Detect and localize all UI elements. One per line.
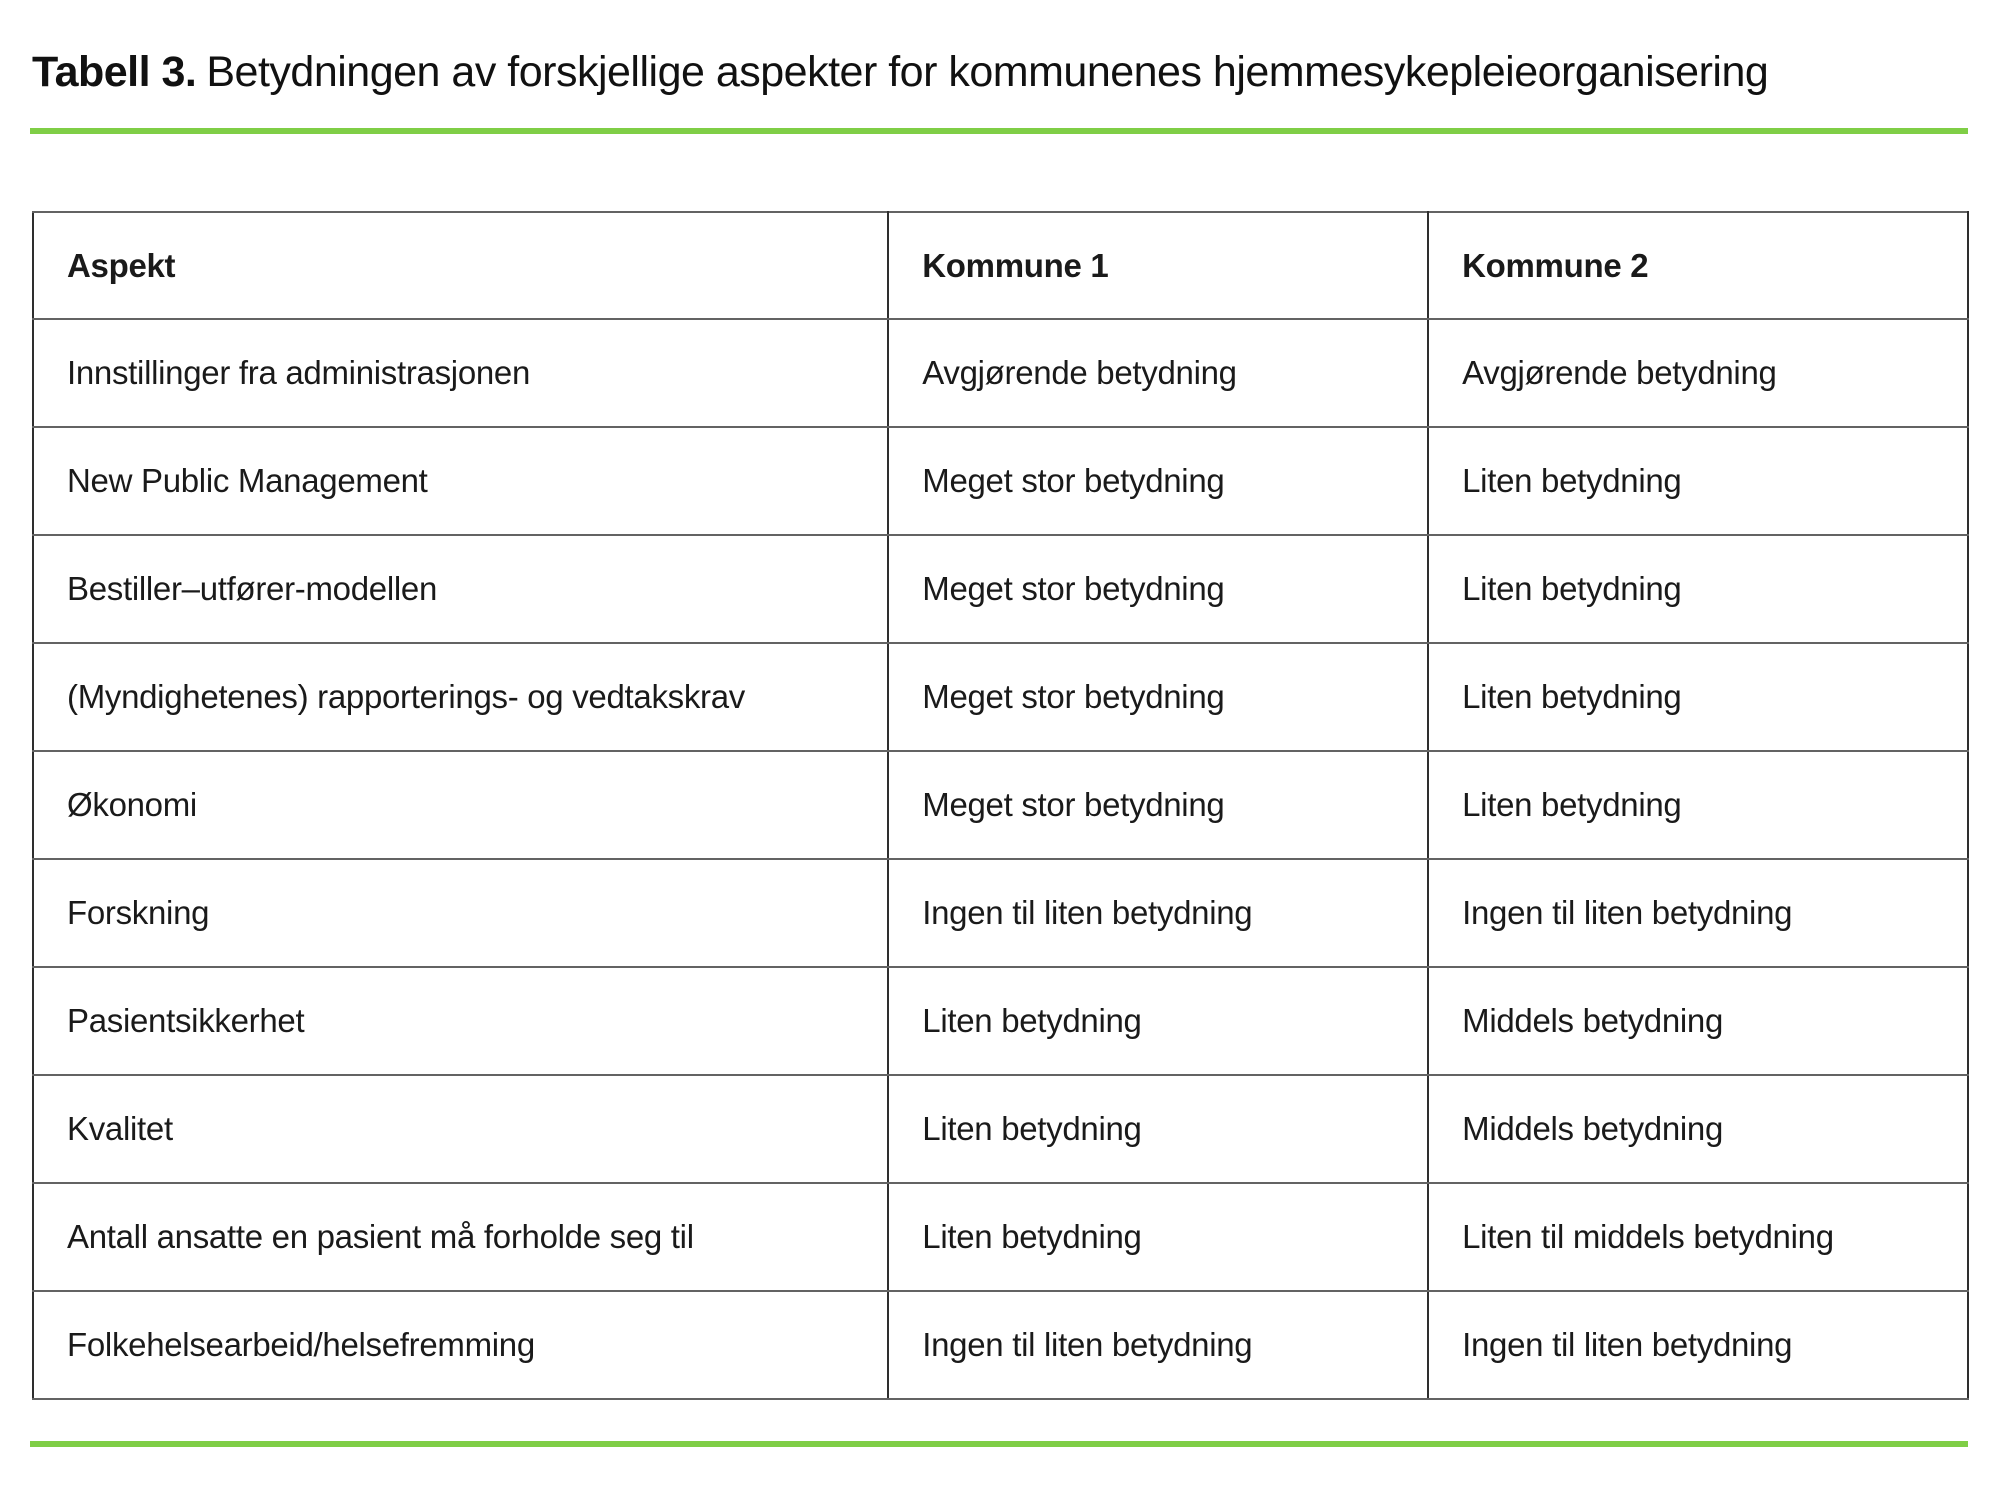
table-row: [33, 643, 1968, 751]
header-row: [33, 212, 1968, 319]
kommune-1-value-cell: Ingen til liten betydning: [888, 859, 1428, 967]
table-row: [33, 1183, 1968, 1291]
kommune-2-value-cell: Ingen til liten betydning: [1428, 859, 1968, 967]
kommune-2-value-cell: Avgjørende betydning: [1428, 319, 1968, 427]
aspect-cell: New Public Management: [33, 427, 888, 535]
aspect-cell: Kvalitet: [33, 1075, 888, 1183]
kommune-1-value-cell: Meget stor betydning: [888, 751, 1428, 859]
table-row: [33, 427, 1968, 535]
kommune-1-value-cell: Ingen til liten betydning: [888, 1291, 1428, 1399]
aspect-cell: Folkehelsearbeid/helsefremming: [33, 1291, 888, 1399]
kommune-1-value-cell: Avgjørende betydning: [888, 319, 1428, 427]
aspects-table: [32, 211, 1969, 1400]
kommune-2-value-cell: Middels betydning: [1428, 1075, 1968, 1183]
kommune-2-value-cell: Liten til middels betydning: [1428, 1183, 1968, 1291]
kommune-1-value-cell: Liten betydning: [888, 967, 1428, 1075]
table-body: [33, 319, 1968, 1399]
table-title-label: Tabell 3.: [32, 48, 197, 96]
column-header-kommune-2: Kommune 2: [1428, 212, 1968, 319]
kommune-1-value-cell: Liten betydning: [888, 1075, 1428, 1183]
table-row: [33, 535, 1968, 643]
aspect-cell: (Myndighetenes) rapporterings- og vedtakskrav: [33, 643, 888, 751]
table-row: [33, 319, 1968, 427]
aspect-cell: Antall ansatte en pasient må forholde seg til: [33, 1183, 888, 1291]
aspect-cell: Økonomi: [33, 751, 888, 859]
kommune-1-value-cell: Meget stor betydning: [888, 427, 1428, 535]
table-row: [33, 859, 1968, 967]
aspect-cell: Innstillinger fra administrasjonen: [33, 319, 888, 427]
kommune-1-value-cell: Meget stor betydning: [888, 535, 1428, 643]
top-green-divider: [30, 128, 1968, 134]
aspect-cell: Forskning: [33, 859, 888, 967]
table-row: [33, 1291, 1968, 1399]
table-row: [33, 751, 1968, 859]
kommune-1-value-cell: Meget stor betydning: [888, 643, 1428, 751]
kommune-1-value-cell: Liten betydning: [888, 1183, 1428, 1291]
table-title-text: Betydningen av forskjellige aspekter for kommunenes hjemmesykepleieorganisering: [206, 48, 1769, 96]
kommune-2-value-cell: Middels betydning: [1428, 967, 1968, 1075]
column-header-aspekt: Aspekt: [33, 212, 888, 319]
bottom-green-divider: [30, 1441, 1968, 1447]
kommune-2-value-cell: Liten betydning: [1428, 751, 1968, 859]
table-row: [33, 1075, 1968, 1183]
kommune-2-value-cell: Liten betydning: [1428, 535, 1968, 643]
aspect-cell: Bestiller–utfører-modellen: [33, 535, 888, 643]
column-header-kommune-1: Kommune 1: [888, 212, 1428, 319]
table-row: [33, 967, 1968, 1075]
kommune-2-value-cell: Liten betydning: [1428, 643, 1968, 751]
kommune-2-value-cell: Liten betydning: [1428, 427, 1968, 535]
kommune-2-value-cell: Ingen til liten betydning: [1428, 1291, 1968, 1399]
aspect-cell: Pasientsikkerhet: [33, 967, 888, 1075]
table-title: [32, 48, 1968, 97]
